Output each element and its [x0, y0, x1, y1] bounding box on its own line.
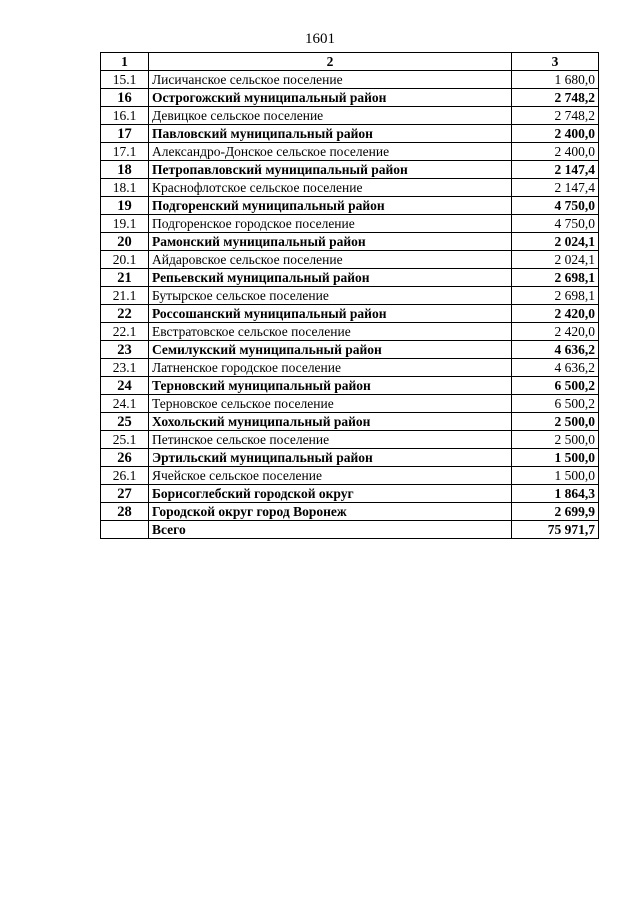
row-name: Семилукский муниципальный район	[149, 341, 512, 359]
row-value: 1 500,0	[512, 467, 599, 485]
row-value: 2 147,4	[512, 161, 599, 179]
row-number: 16	[101, 89, 149, 107]
table-header-row	[101, 53, 599, 71]
row-number: 19.1	[101, 215, 149, 233]
row-name: Айдаровское сельское поселение	[149, 251, 512, 269]
column-header-name: 2	[149, 53, 512, 71]
row-number: 21	[101, 269, 149, 287]
row-value: 4 750,0	[512, 197, 599, 215]
table-row	[101, 179, 599, 197]
row-name: Терновское сельское поселение	[149, 395, 512, 413]
row-value: 2 698,1	[512, 287, 599, 305]
row-number: 21.1	[101, 287, 149, 305]
table-row	[101, 503, 599, 521]
page-number: 1601	[305, 31, 335, 47]
table-row	[101, 395, 599, 413]
row-value: 6 500,2	[512, 395, 599, 413]
row-number: 15.1	[101, 71, 149, 89]
row-name: Ячейское сельское поселение	[149, 467, 512, 485]
table-row	[101, 71, 599, 89]
table-row	[101, 161, 599, 179]
table-row	[101, 449, 599, 467]
table-row	[101, 377, 599, 395]
row-number: 24.1	[101, 395, 149, 413]
table-row	[101, 359, 599, 377]
row-number: 26	[101, 449, 149, 467]
total-value: 75 971,7	[512, 521, 599, 539]
row-name: Россошанский муниципальный район	[149, 305, 512, 323]
row-number: 22.1	[101, 323, 149, 341]
row-value: 2 699,9	[512, 503, 599, 521]
table-row	[101, 251, 599, 269]
row-number: 25	[101, 413, 149, 431]
table-row	[101, 413, 599, 431]
row-name: Эртильский муниципальный район	[149, 449, 512, 467]
table-row	[101, 323, 599, 341]
table-row	[101, 215, 599, 233]
row-value: 2 400,0	[512, 143, 599, 161]
table-row	[101, 341, 599, 359]
row-name: Рамонский муниципальный район	[149, 233, 512, 251]
row-value: 4 750,0	[512, 215, 599, 233]
row-number: 26.1	[101, 467, 149, 485]
row-number: 28	[101, 503, 149, 521]
row-value: 4 636,2	[512, 359, 599, 377]
table-row	[101, 485, 599, 503]
row-value: 2 748,2	[512, 89, 599, 107]
row-name: Подгоренское городское поселение	[149, 215, 512, 233]
row-name: Александро-Донское сельское поселение	[149, 143, 512, 161]
table-row	[101, 125, 599, 143]
row-value: 2 024,1	[512, 233, 599, 251]
row-name: Краснофлотское сельское поселение	[149, 179, 512, 197]
row-value: 2 400,0	[512, 125, 599, 143]
table-row	[101, 143, 599, 161]
row-value: 2 748,2	[512, 107, 599, 125]
row-name: Борисоглебский городской округ	[149, 485, 512, 503]
row-number: 16.1	[101, 107, 149, 125]
row-name: Репьевский муниципальный район	[149, 269, 512, 287]
row-number: 20.1	[101, 251, 149, 269]
row-value: 2 024,1	[512, 251, 599, 269]
row-value: 6 500,2	[512, 377, 599, 395]
row-number: 23	[101, 341, 149, 359]
table-body	[101, 71, 599, 539]
row-number: 22	[101, 305, 149, 323]
row-name: Терновский муниципальный район	[149, 377, 512, 395]
row-name: Хохольский муниципальный район	[149, 413, 512, 431]
table-row	[101, 89, 599, 107]
row-number: 19	[101, 197, 149, 215]
row-number	[101, 521, 149, 539]
row-value: 2 500,0	[512, 431, 599, 449]
row-name: Евстратовское сельское поселение	[149, 323, 512, 341]
row-value: 1 680,0	[512, 71, 599, 89]
table-row	[101, 107, 599, 125]
table-row	[101, 287, 599, 305]
row-name: Латненское городское поселение	[149, 359, 512, 377]
row-value: 2 420,0	[512, 323, 599, 341]
row-name: Девицкое сельское поселение	[149, 107, 512, 125]
row-name: Острогожский муниципальный район	[149, 89, 512, 107]
row-number: 17	[101, 125, 149, 143]
table-row	[101, 431, 599, 449]
table-row	[101, 305, 599, 323]
row-number: 20	[101, 233, 149, 251]
row-name: Бутырское сельское поселение	[149, 287, 512, 305]
table-row	[101, 269, 599, 287]
row-number: 17.1	[101, 143, 149, 161]
row-name: Городской округ город Воронеж	[149, 503, 512, 521]
total-label: Всего	[149, 521, 512, 539]
row-value: 1 500,0	[512, 449, 599, 467]
row-value: 2 420,0	[512, 305, 599, 323]
row-name: Петропавловский муниципальный район	[149, 161, 512, 179]
row-value: 2 500,0	[512, 413, 599, 431]
row-value: 4 636,2	[512, 341, 599, 359]
row-name: Петинское сельское поселение	[149, 431, 512, 449]
table-total-row	[101, 521, 599, 539]
row-name: Павловский муниципальный район	[149, 125, 512, 143]
table-row	[101, 233, 599, 251]
row-number: 18	[101, 161, 149, 179]
row-number: 24	[101, 377, 149, 395]
row-value: 1 864,3	[512, 485, 599, 503]
row-value: 2 698,1	[512, 269, 599, 287]
row-name: Подгоренский муниципальный район	[149, 197, 512, 215]
budget-table	[100, 52, 599, 539]
row-number: 25.1	[101, 431, 149, 449]
column-header-number: 1	[101, 53, 149, 71]
column-header-value: 3	[512, 53, 599, 71]
table-row	[101, 197, 599, 215]
table-row	[101, 467, 599, 485]
row-number: 23.1	[101, 359, 149, 377]
row-value: 2 147,4	[512, 179, 599, 197]
row-number: 18.1	[101, 179, 149, 197]
row-name: Лисичанское сельское поселение	[149, 71, 512, 89]
row-number: 27	[101, 485, 149, 503]
